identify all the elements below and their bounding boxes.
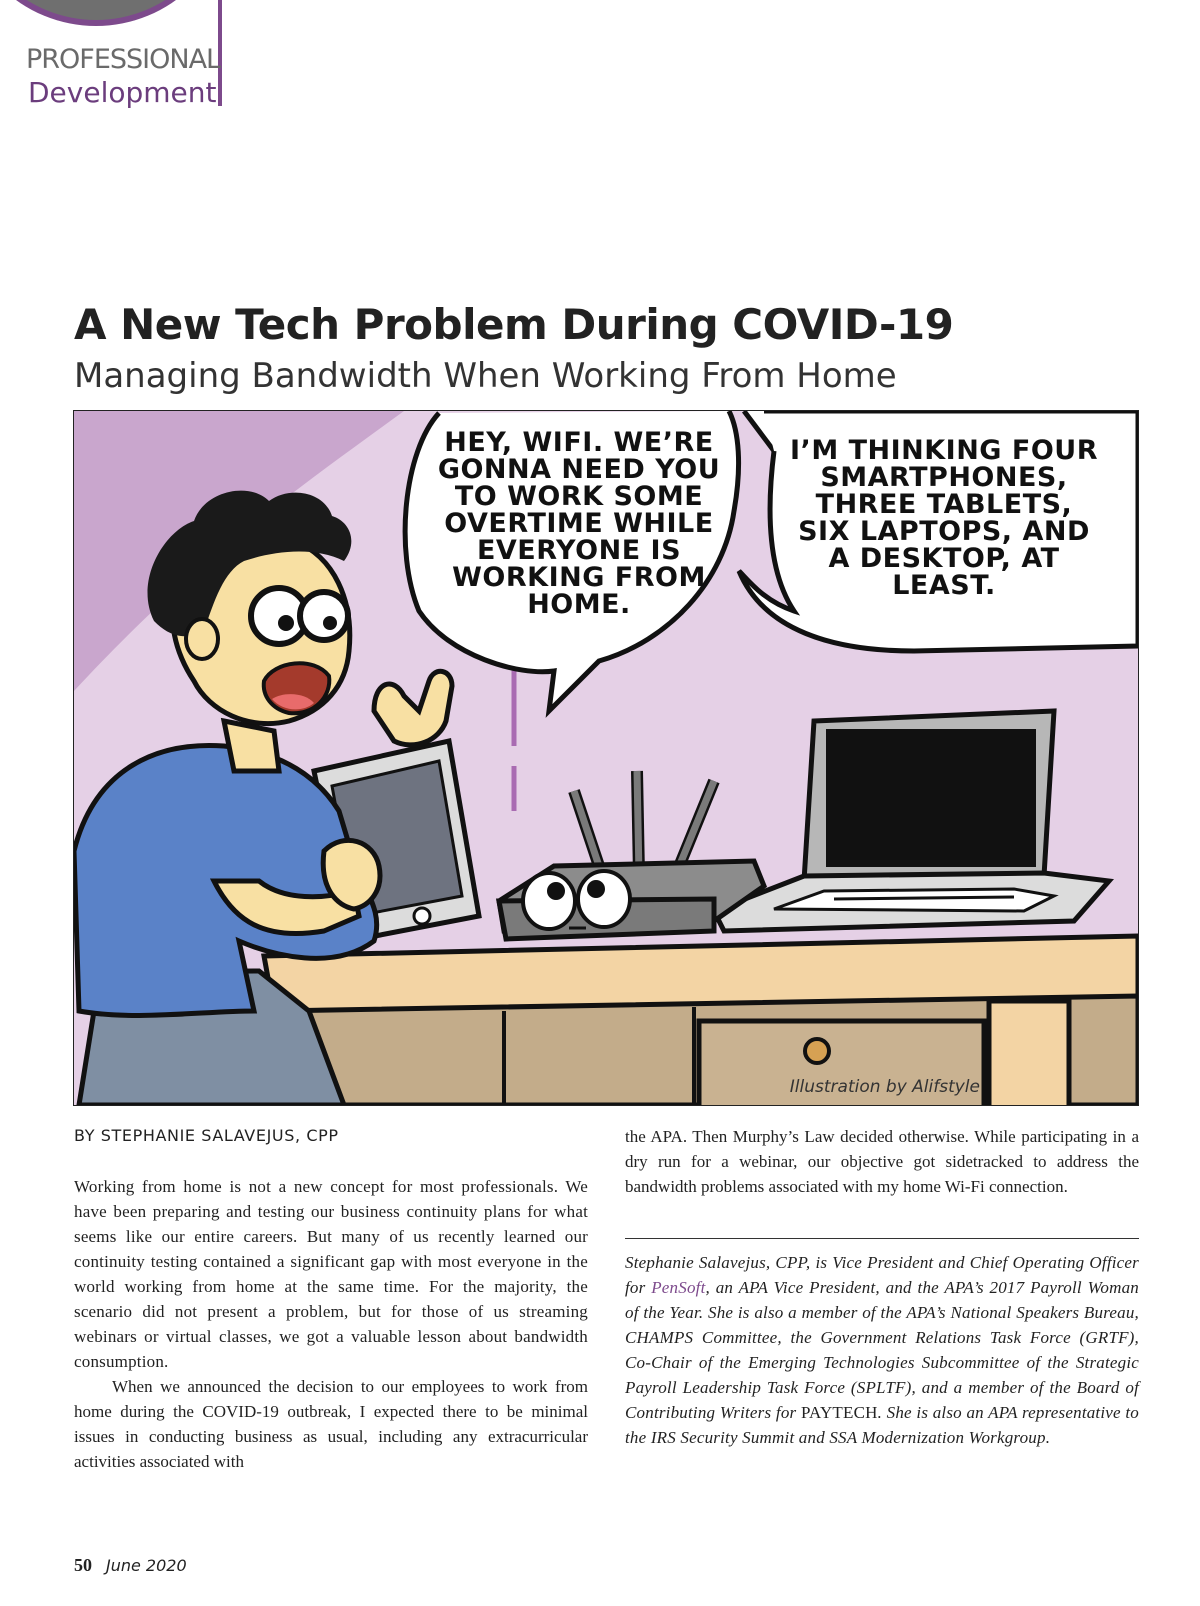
speech-bubble-person: HEY, WIFI. WE’RE GONNA NEED YOU TO WORK SOME OVERTIME WHILE EVERYONE IS WORKING FROM HOME. bbox=[437, 427, 721, 620]
section-kicker-top: PROFESSIONAL bbox=[26, 44, 221, 75]
body-paragraph-3: the APA. Then Murphy’s Law decided otherwise. While participating in a dry run for a webinar, our objective got sidetracked to address the bandwidth problems associated with my home Wi-Fi connection. bbox=[625, 1127, 1139, 1196]
bio-text-1: Stephanie Salavejus, CPP, is Vice President and Chief Operating Officer for bbox=[625, 1253, 1139, 1297]
cartoon-illustration bbox=[73, 410, 1139, 1106]
section-kicker-bottom: Development bbox=[28, 76, 217, 109]
bio-text-3: . She is also an APA representative to the IRS Security Summit and SSA Modernization Workgroup. bbox=[625, 1403, 1139, 1447]
article-column-right bbox=[625, 1124, 1139, 1199]
body-paragraph-1: Working from home is not a new concept for most professionals. We have been preparing and testing our business continuity plans for what seems like our entire careers. But many of us recently learned our continuity testing contained a significant gap with most everyone in the world working from home at the same time. For the majority, the scenario did not present a problem, but for those of us streaming webinars or virtual classes, we got a valuable lesson about bandwidth consumption. bbox=[74, 1177, 588, 1371]
bio-text-2: , an APA Vice President, and the APA’s 2017 Payroll Woman of the Year. She is also a member of the APA’s National Speakers Bureau, CHAMPS Committee, the Government Relations Task Force (GRTF), Co-Chair of the Emerging Technologies Subcommittee of the Strategic Payroll Leadership Task Force (SPLTF), and a member of the Board of Contributing Writers for bbox=[625, 1278, 1140, 1422]
bio-divider bbox=[625, 1238, 1139, 1239]
author-bio bbox=[625, 1250, 1139, 1450]
page-footer bbox=[74, 1555, 187, 1576]
article-title: A New Tech Problem During COVID-19 bbox=[74, 300, 954, 349]
section-tab-arc bbox=[0, 0, 232, 26]
article-subtitle: Managing Bandwidth When Working From Home bbox=[74, 356, 897, 396]
speech-bubble-continued: I’M THINKING FOUR SMARTPHONES, THREE TABLETS, SIX LAPTOPS, AND A DESKTOP, AT LEAST. bbox=[790, 435, 1098, 601]
bio-magazine-name: PAYTECH bbox=[800, 1403, 878, 1422]
bio-company-name: PenSoft bbox=[651, 1278, 706, 1297]
article-column-left bbox=[74, 1174, 588, 1474]
issue-date: June 2020 bbox=[106, 1556, 187, 1575]
byline: BY STEPHANIE SALAVEJUS, CPP bbox=[74, 1126, 339, 1145]
body-paragraph-2: When we announced the decision to our employees to work from home during the COVID-19 outbreak, I expected there to be minimal issues in conducting business as usual, including any extracurricular activities associated with bbox=[74, 1377, 588, 1471]
page-number: 50 bbox=[74, 1555, 92, 1575]
illustration-credit: Illustration by Alifstyle bbox=[789, 1077, 980, 1097]
